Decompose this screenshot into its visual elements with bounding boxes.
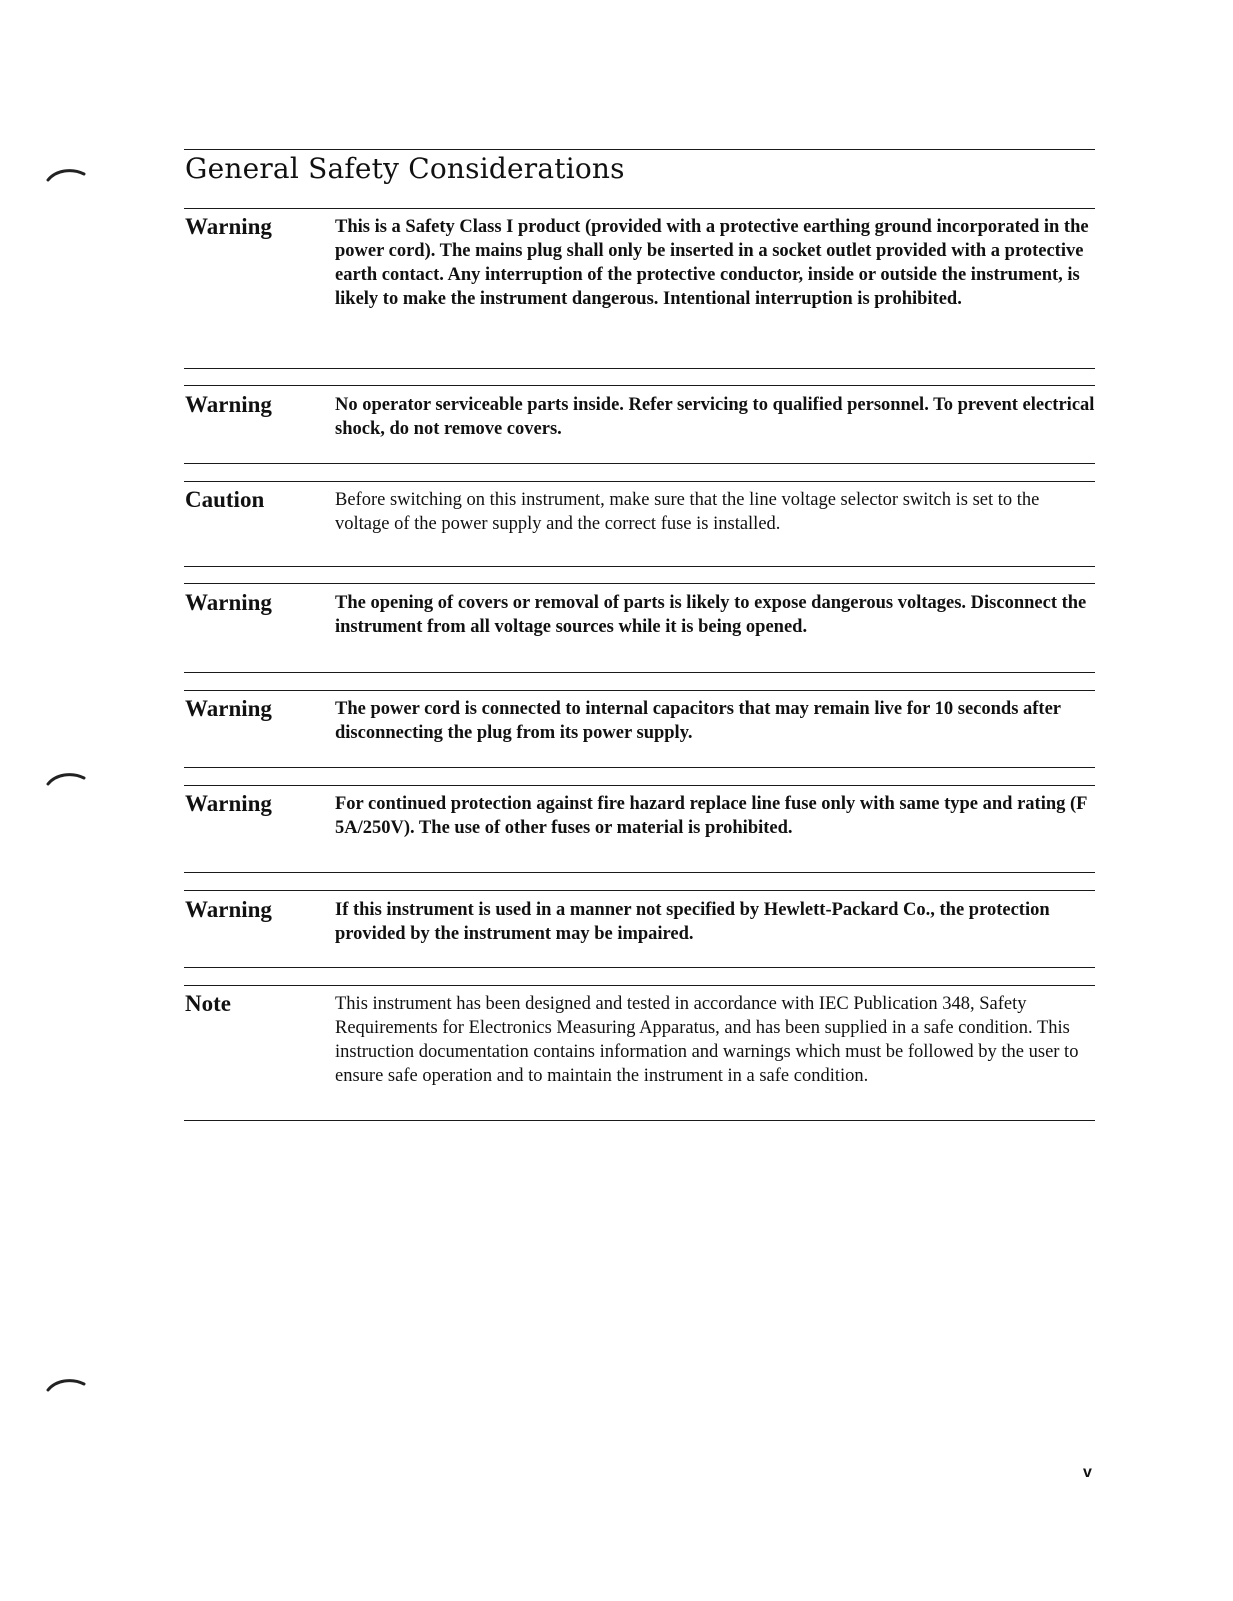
- section-rule: [184, 672, 1095, 673]
- binder-mark-icon: [46, 1378, 86, 1392]
- section-rule: [184, 767, 1095, 768]
- item-text: Before switching on this instrument, make sure that the line voltage selector switch is set to the voltage of the power supply and the correct fuse is installed.: [335, 490, 1040, 534]
- section-rule: [184, 463, 1095, 464]
- page-title: General Safety Considerations: [185, 152, 625, 185]
- item-label-warning: Warning: [185, 696, 272, 721]
- section-rule: [184, 985, 1095, 986]
- section-rule: [184, 385, 1095, 386]
- binder-mark-icon: [46, 168, 86, 182]
- section-rule: [184, 890, 1095, 891]
- section-rule: [184, 967, 1095, 968]
- item-text: The power cord is connected to internal capacitors that may remain live for 10 seconds after disconnecting the plug from its power supply.: [335, 699, 1061, 743]
- item-label-warning: Warning: [185, 392, 272, 417]
- item-text: This instrument has been designed and tested in accordance with IEC Publication 348, Safety Requirements for Electronics Measuring Apparatus, and has been supplied in a safe condition. This instruction documentation contains information and warnings which must be followed by the user to ensure safe operation and to maintain the instrument in a safe condition.: [335, 994, 1079, 1086]
- section-rule: [184, 872, 1095, 873]
- page-number: v: [1083, 1464, 1092, 1481]
- section-rule: [184, 481, 1095, 482]
- section-rule: [184, 785, 1095, 786]
- section-rule: [184, 1120, 1095, 1121]
- item-label-warning: Warning: [185, 214, 272, 239]
- section-rule: [184, 690, 1095, 691]
- item-text: For continued protection against fire hazard replace line fuse only with same type and rating (F 5A/250V). The use of other fuses or material is prohibited.: [335, 794, 1087, 838]
- item-label-warning: Warning: [185, 590, 272, 615]
- item-text: This is a Safety Class I product (provided with a protective earthing ground incorporated in the power cord). The mains plug shall only be inserted in a socket outlet provided with a protective earth contact. Any interruption of the protective conductor, inside or outside the instrument, is likely to make the instrument dangerous. Intentional interruption is prohibited.: [335, 217, 1089, 309]
- binder-mark-icon: [46, 772, 86, 786]
- item-text: The opening of covers or removal of parts is likely to expose dangerous voltages. Disconnect the instrument from all voltage sources while it is being opened.: [335, 593, 1087, 637]
- item-text: If this instrument is used in a manner not specified by Hewlett-Packard Co., the protection provided by the instrument may be impaired.: [335, 900, 1050, 944]
- section-rule: [184, 208, 1095, 209]
- section-rule: [184, 566, 1095, 567]
- section-rule: [184, 583, 1095, 584]
- title-top-rule: [184, 149, 1095, 150]
- item-text: No operator serviceable parts inside. Refer servicing to qualified personnel. To prevent electrical shock, do not remove covers.: [335, 395, 1095, 439]
- item-label-warning: Warning: [185, 897, 272, 922]
- section-rule: [184, 368, 1095, 369]
- item-label-caution: Caution: [185, 487, 265, 512]
- item-label-note: Note: [185, 991, 231, 1016]
- item-label-warning: Warning: [185, 791, 272, 816]
